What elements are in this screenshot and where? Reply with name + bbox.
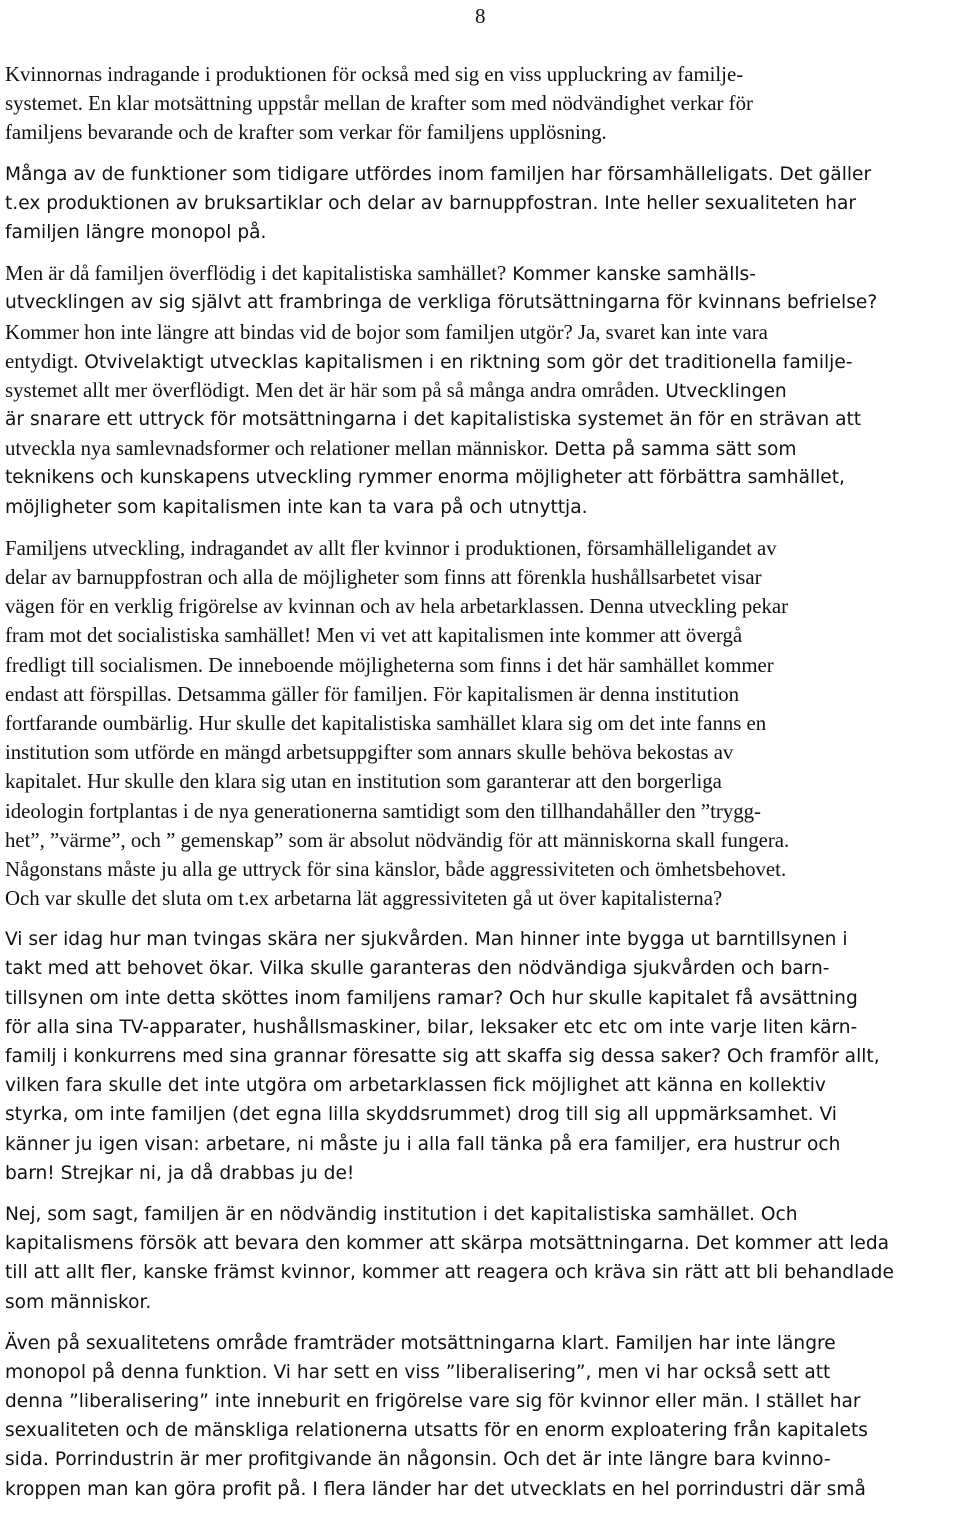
text-line: denna ”liberalisering” inte inneburit en frigörelse vare sig för kvinnor eller män. I stället har [5,1391,861,1413]
text-line: Familjens utveckling, indragandet av allt fler kvinnor i produktionen, församhälleligandet av [5,536,777,560]
text-line: systemet. En klar motsättning uppstår mellan de krafter som med nödvändighet verkar för [5,92,753,116]
text-segment: Men är då familjen överflödig i det kapitalistiska samhället? [5,262,507,286]
text-line: känner ju igen visan: arbetare, ni måste ju i alla fall tänka på era familjer, era hustrur och [5,1133,841,1155]
text-line: Någonstans måste ju alla ge uttryck för sina känslor, både aggressiviteten och ömhetsbehovet. [5,857,787,881]
text-line: Vi ser idag hur man tvingas skära ner sjukvården. Man hinner inte bygga ut barntillsynen i [5,929,848,951]
text-line: kroppen man kan göra profit på. I flera länder har det utvecklats en hel porrindustri där små [5,1478,866,1500]
paragraph [5,1329,957,1504]
text-line: institution som utförde en mängd arbetsuppgifter som annars skulle behöva bekostas av [5,741,734,765]
text-line [5,376,957,405]
text-line: sida. Porrindustrin är mer profitgivande än någonsin. Och det är inte längre bara kvinno- [5,1449,831,1471]
text-line: sexualiteten och de mänskliga relationerna utsatts för en enorm exploatering från kapitalets [5,1420,868,1442]
text-line: familj i konkurrens med sina grannar föresatte sig att skaffa sig dessa saker? Och framför allt, [5,1046,880,1067]
text-line: fram mot det socialistiska samhället! Men vi vet att kapitalismen inte kommer att övergå [5,624,743,648]
text-line: barn! Strejkar ni, ja då drabbas ju de! [5,1162,355,1184]
paragraph [5,534,957,913]
text-segment: systemet allt mer överflödigt. Men det är här som på så många andra områden. [5,378,660,402]
text-line: vägen för en verklig frigörelse av kvinnan och av hela arbetarklassen. Denna utveckling pekar [5,595,789,619]
text-line: ideologin fortplantas i de nya generationerna samtidigt som den tillhandahåller den ”trygg- [5,799,761,823]
paragraph [5,160,957,248]
paragraph [5,925,957,1188]
text-segment: teknikens och kunskapens utveckling rymmer enorma möjligheter att förbättra samhället, [5,467,845,489]
text-line: till att allt fler, kanske främst kvinnor, kommer att reagera och kräva sin rätt att bli behandlade [5,1262,894,1284]
text-segment: Utvecklingen [659,380,787,402]
text-segment: Kommer hon inte längre att bindas vid de bojor som familjen utgör? Ja, svaret kan inte vara [5,320,768,344]
text-line: kapitalet. Hur skulle den klara sig utan en institution som garanterar att den borgerliga [5,770,722,794]
text-segment: möjligheter som kapitalismen inte kan ta vara på och utnyttja. [5,496,588,518]
text-line: familjens bevarande och de krafter som verkar för familjens upplösning. [5,121,607,145]
text-line: vilken fara skulle det inte utgöra om arbetarklassen fick möjlighet att känna en kollektiv [5,1075,826,1097]
text-line: styrka, om inte familjen (det egna lilla skyddsrummet) drog till sig all uppmärksamhet. Vi [5,1104,837,1126]
text-line: som människor. [5,1291,152,1313]
text-line: tillsynen om inte detta sköttes inom familjens ramar? Och hur skulle kapitalet få avsättning [5,987,858,1009]
text-line: fortfarande oumbärlig. Hur skulle det kapitalistiska samhället klara sig om det inte fanns en [5,711,767,735]
document-body [5,60,957,1516]
text-line [5,434,957,463]
paragraph [5,60,957,148]
text-line [5,318,957,347]
text-line: Nej, som sagt, familjen är en nödvändig institution i det kapitalistiska samhället. Och [5,1203,798,1225]
page-number: 8 [475,4,486,28]
text-segment: utveckla nya samlevnadsformer och relationer mellan människor. [5,437,549,461]
text-line: het”, ”värme”, och ” gemenskap” som är absolut nödvändig för att människorna skall fungera. [5,828,790,852]
text-segment: Detta på samma sätt som [548,439,797,461]
text-line [5,463,957,492]
text-line [5,493,957,522]
text-line: Och var skulle det sluta om t.ex arbetarna lät aggressiviteten gå ut över kapitalisterna? [5,887,723,911]
text-segment: är snarare ett uttryck för motsättningarna i det kapitalistiska systemet än för en strävan att [5,409,862,431]
text-line [5,288,957,317]
paragraph [5,259,957,522]
text-line: Kvinnornas indragande i produktionen för också med sig en viss uppluckring av familje- [5,63,744,86]
text-line: endast att förspillas. Detsamma gäller för familjen. För kapitalismen är denna institution [5,682,740,706]
text-line [5,259,957,288]
text-line: för alla sina TV-apparater, hushållsmaskiner, bilar, leksaker etc etc om inte varje liten kärn- [5,1016,858,1038]
text-line: takt med att behovet ökar. Vilka skulle garanteras den nödvändiga sjukvården och barn- [5,958,830,980]
text-segment: Otvivelaktigt utvecklas kapitalismen i en riktning som gör det traditionella familje- [78,351,853,373]
text-line: monopol på denna funktion. Vi har sett en viss ”liberalisering”, men vi har också sett att [5,1361,831,1383]
text-line [5,405,957,434]
text-line: t.ex produktionen av bruksartiklar och delar av barnuppfostran. Inte heller sexualiteten har [5,192,857,214]
paragraph [5,1200,957,1317]
text-line: Även på sexualitetens område framträder motsättningarna klart. Familjen har inte längre [5,1332,836,1354]
text-line: kapitalismens försök att bevara den kommer att skärpa motsättningarna. Det kommer att leda [5,1233,890,1255]
text-line [5,347,957,376]
text-segment: utvecklingen av sig självt att frambringa de verkliga förutsättningarna för kvinnans befrielse? [5,292,878,314]
text-line: familjen längre monopol på. [5,221,267,243]
text-segment: Kommer kanske samhälls- [506,264,756,286]
text-line: fredligt till socialismen. De inneboende möjligheterna som finns i det här samhället kommer [5,653,774,677]
text-segment: entydigt. [5,349,79,373]
text-line: delar av barnuppfostran och alla de möjligheter som finns att förenkla hushållsarbetet visar [5,566,762,589]
text-line: Många av de funktioner som tidigare utfördes inom familjen har församhälleligats. Det gäller [5,163,872,185]
